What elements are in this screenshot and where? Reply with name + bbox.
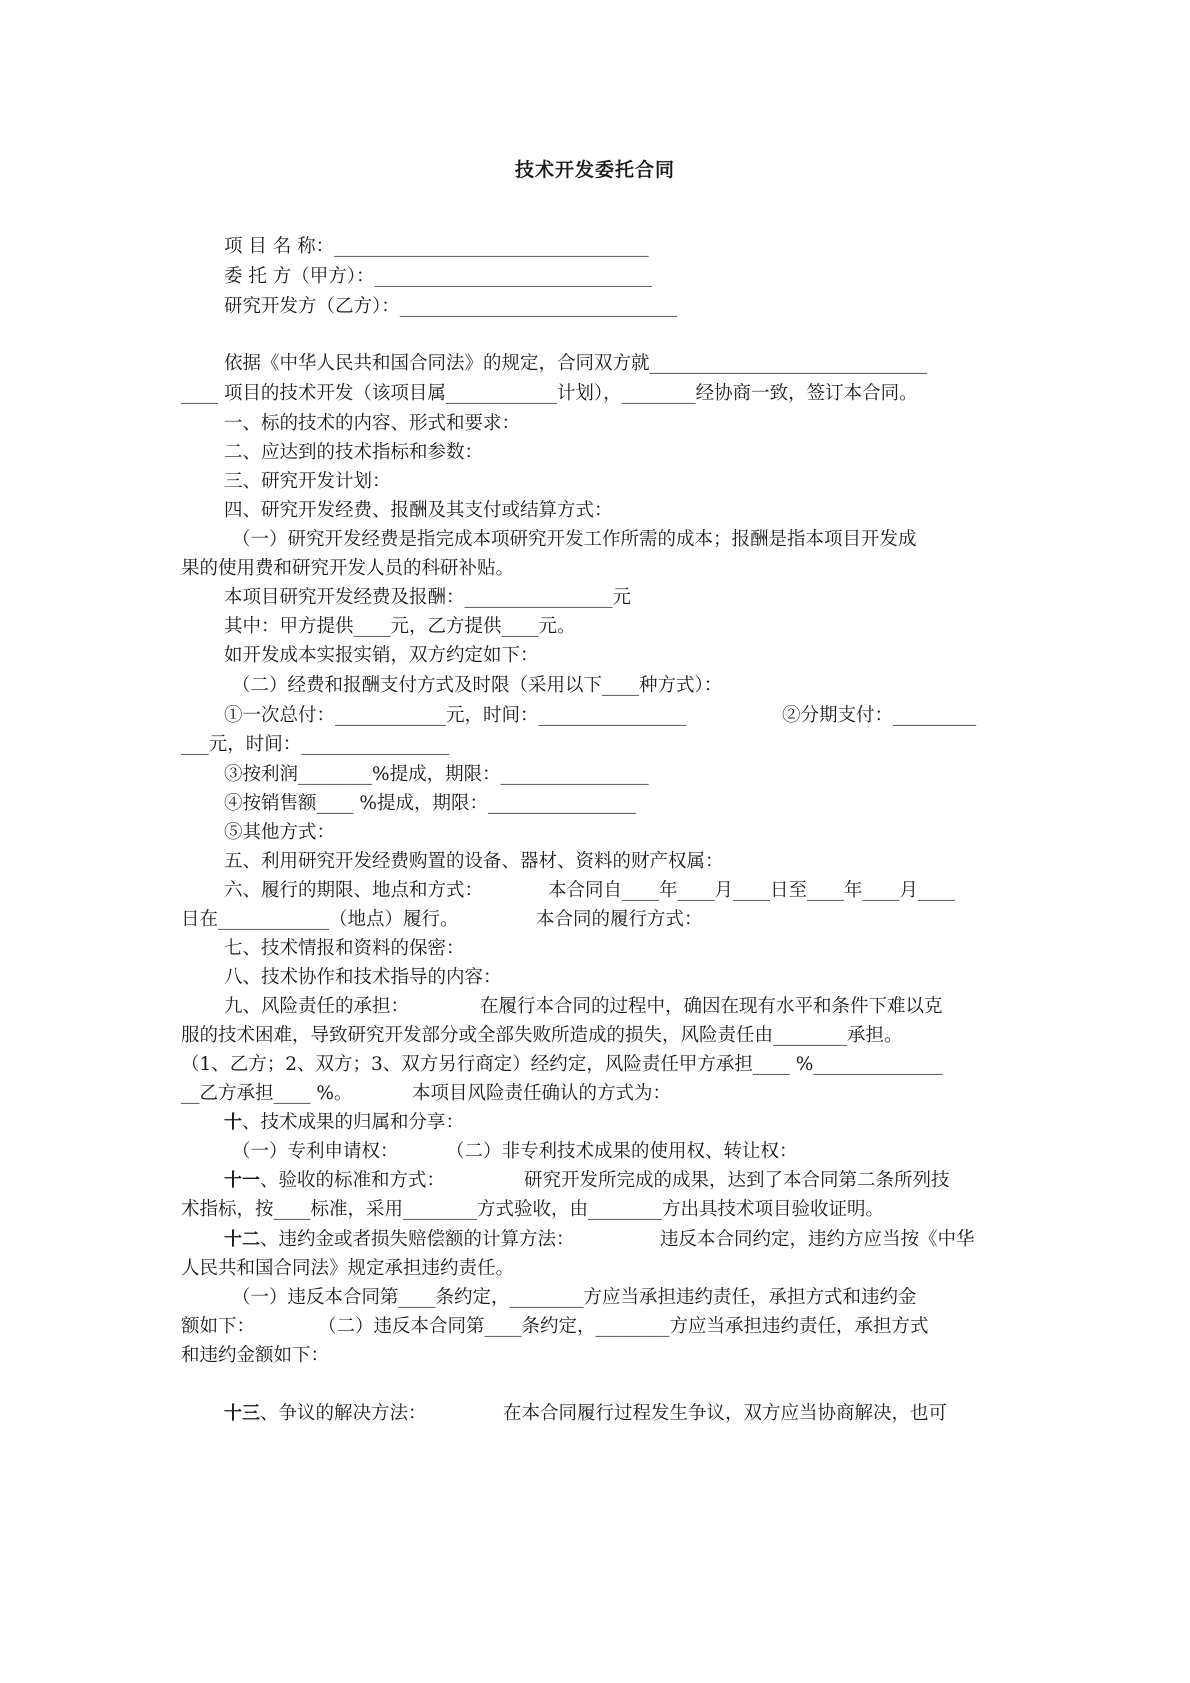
- paragraph-line: 如开发成本实报实销，双方约定如下：: [224, 645, 539, 666]
- paragraph-line: 在履行本合同的过程中，确因在现有水平和条件下难以克: [480, 996, 943, 1017]
- paragraph-line: ___元，时间：________________: [181, 734, 450, 755]
- paragraph-line: 服的技术困难，导致研究开发部分或全部失败所造成的损失，风险责任由________承担。: [181, 1025, 903, 1046]
- section-heading: 一、标的技术的内容、形式和要求：: [224, 413, 521, 434]
- section-heading: 六、履行的期限、地点和方式：: [224, 880, 484, 901]
- paragraph-line: 本合同的履行方式：: [536, 909, 703, 930]
- paragraph-line: 额如下：: [181, 1316, 256, 1337]
- project-name-field: 项 目 名 称：__________________________________: [224, 236, 649, 257]
- section-heading: 四、研究开发经费、报酬及其支付或结算方式：: [224, 500, 613, 521]
- paragraph-line: 在本合同履行过程发生争议，双方应当协商解决，也可: [503, 1403, 948, 1424]
- paragraph-line: 研究开发所完成的成果，达到了本合同第二条所列技: [524, 1170, 950, 1191]
- paragraph-line: （二）经费和报酬支付方式及时限（采用以下____种方式）：: [232, 675, 723, 696]
- paragraph-line: ____ 项目的技术开发（该项目属____________计划），________经协商一致，签订本合同。: [181, 383, 918, 404]
- paragraph-line: （一）违反本合同第____条约定，________方应当承担违约责任，承担方式和违约金: [232, 1287, 917, 1308]
- paragraph-line: ⑤其他方式：: [224, 822, 336, 843]
- section-heading: [224, 1110, 1069, 1136]
- section-number: 十: [224, 1112, 242, 1133]
- paragraph-line: 其中：甲方提供____元，乙方提供____元。: [224, 616, 576, 637]
- section-number: 十一: [224, 1170, 260, 1191]
- paragraph-line: （一）专利申请权：: [232, 1141, 399, 1162]
- paragraph-line: （二）违反本合同第____条约定，________方应当承担违约责任，承担方式: [318, 1316, 929, 1337]
- developer-field: 研究开发方（乙方）：______________________________: [224, 296, 678, 317]
- paragraph-line: （1、乙方；2、双方；3、双方另行商定）经约定，风险责任甲方承担____ %______________: [181, 1054, 943, 1075]
- paragraph-line: 本项目风险责任确认的方式为：: [412, 1083, 672, 1104]
- section-heading: 五、利用研究开发经费购置的设备、器材、资料的财产权属：: [224, 851, 724, 872]
- section-heading-text: 、验收的标准和方式：: [260, 1170, 446, 1191]
- section-heading: 二、应达到的技术指标和参数：: [224, 442, 484, 463]
- client-field: 委 托 方（甲方）：______________________________: [224, 266, 653, 287]
- section-heading: 九、风险责任的承担：: [224, 996, 410, 1017]
- paragraph-line: 违反本合同约定，违约方应当按《中华: [660, 1229, 975, 1250]
- paragraph-line: （一）研究开发经费是指完成本项研究开发工作所需的成本；报酬是指本项目开发成: [232, 529, 917, 550]
- paragraph-line: 日在____________（地点）履行。: [181, 909, 459, 930]
- section-heading-text: 、技术成果的归属和分享：: [242, 1112, 465, 1133]
- section-heading-text: 、违约金或者损失赔偿额的计算方法：: [260, 1229, 575, 1250]
- section-number: 十三: [224, 1403, 260, 1424]
- paragraph-line: ③按利润________%提成，期限：________________: [224, 764, 649, 785]
- section-heading-text: 、争议的解决方法：: [260, 1403, 427, 1424]
- payment-lump-sum: ①一次总付：____________元，时间：________________: [224, 705, 687, 726]
- section-heading: 三、研究开发计划：: [224, 471, 391, 492]
- paragraph-line: （二）非专利技术成果的使用权、转让权：: [446, 1141, 798, 1162]
- document-title: 技术开发委托合同: [514, 159, 675, 181]
- paragraph-line: 果的使用费和研究开发人员的科研补贴。: [181, 558, 515, 579]
- paragraph-line: 术指标，按____标准，采用________方式验收，由________方出具技术项目验收证明。: [181, 1199, 885, 1220]
- paragraph-line: 本项目研究开发经费及报酬：________________元: [224, 587, 632, 608]
- paragraph-line: 和违约金额如下：: [181, 1345, 330, 1366]
- paragraph-line: 人民共和国合同法》规定承担违约责任。: [181, 1258, 515, 1279]
- paragraph-line: 本合同自____年____月____日至____年____月____: [548, 880, 956, 901]
- paragraph-line: ④按销售额____ %提成，期限：________________: [224, 793, 636, 814]
- paragraph-line: __乙方承担____ %。: [181, 1083, 353, 1104]
- section-heading: 八、技术协作和技术指导的内容：: [224, 967, 502, 988]
- payment-installment: ②分期支付：_________: [782, 705, 977, 726]
- section-number: 十二: [224, 1229, 260, 1250]
- section-heading: 七、技术情报和资料的保密：: [224, 938, 465, 959]
- paragraph-line: 依据《中华人民共和国合同法》的规定，合同双方就______________________________: [224, 353, 928, 374]
